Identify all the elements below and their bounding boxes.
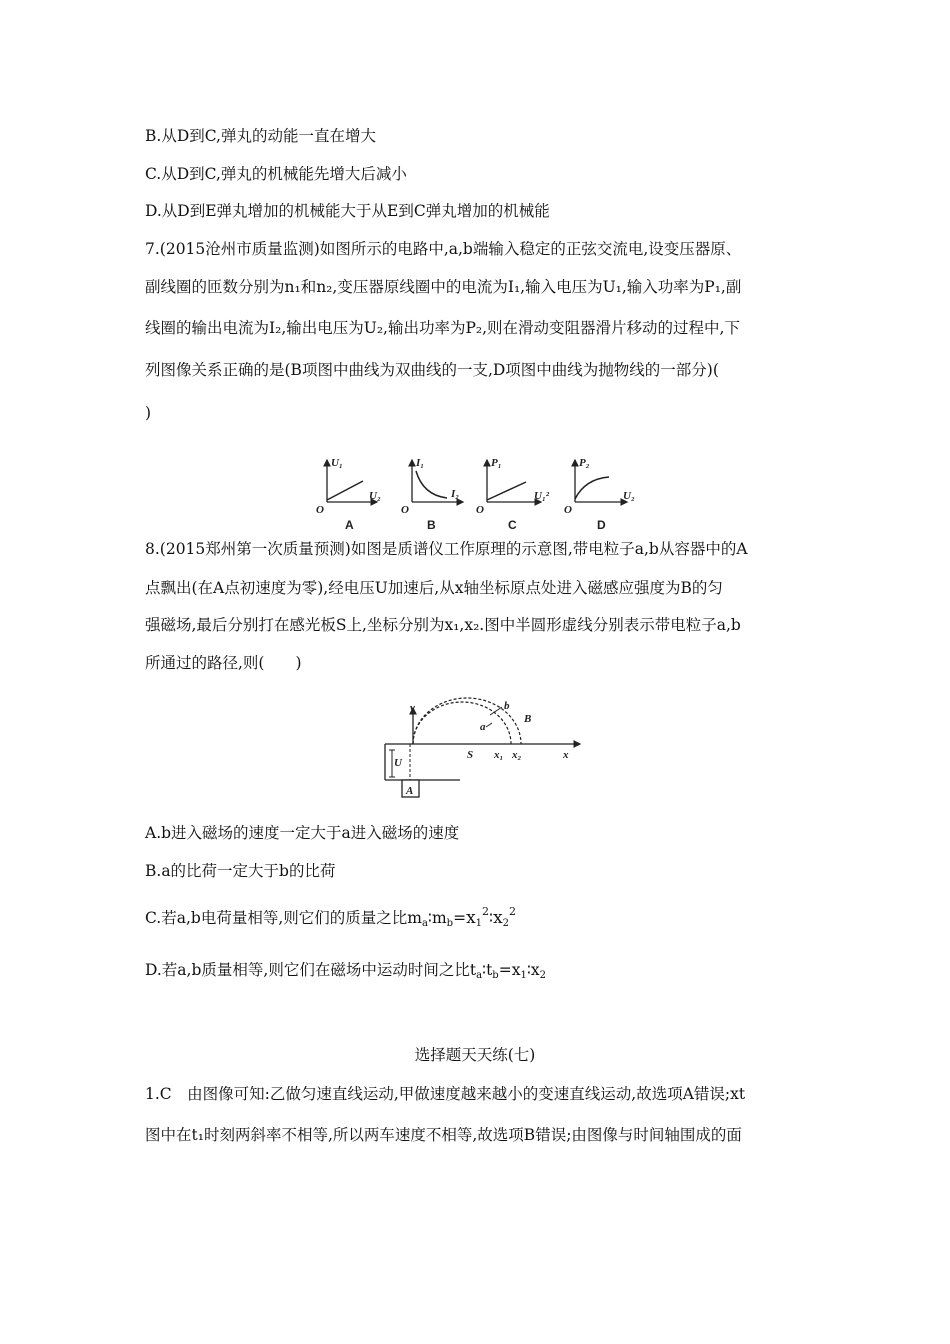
q8-label-b: b [504, 700, 510, 712]
q7-graph-c-origin: O [476, 504, 484, 516]
q7-graph-a-origin: O [316, 504, 324, 516]
q8-figure [380, 695, 590, 805]
q7-line-3: 线圈的输出电流为I₂,输出电压为U₂,输出功率为P₂,则在滑动变阻器滑片移动的过程中,下 [145, 319, 740, 337]
q8-option-a: A.b进入磁场的速度一定大于a进入磁场的速度 [145, 824, 460, 842]
q7-graph-b-xlabel: I₂ [451, 488, 460, 500]
q7-graph-d-xlabel: U₂ [623, 490, 635, 502]
q8-label-B: B [524, 713, 532, 725]
q7-graph-b [401, 457, 463, 532]
q7-line-1: 7.(2015沧州市质量监测)如图所示的电路中,a,b端输入稳定的正弦交流电,设变压器原、 [145, 240, 742, 258]
q8-label-v: v [410, 702, 415, 714]
q8-line-2: 点飘出(在A点初速度为零),经电压U加速后,从x轴坐标原点处进入磁感应强度为B的匀 [145, 579, 723, 597]
q7-graph-a-letter: A [345, 518, 354, 532]
q6-option-c: C.从D到C,弹丸的机械能先增大后减小 [145, 165, 407, 183]
q7-graph-c-ylabel: P₁ [491, 457, 502, 469]
q7-graph-b-letter: B [427, 518, 436, 532]
q6-option-b: B.从D到C,弹丸的动能一直在增大 [145, 127, 376, 145]
q7-graph-a-ylabel: U₁ [331, 457, 343, 469]
q7-graph-d-ylabel: P₂ [579, 457, 590, 469]
q7-graph-a-line [327, 481, 363, 500]
q7-graph-b-ylabel: I₁ [416, 457, 425, 469]
q7-graph-d [564, 457, 635, 532]
q8-line-3: 强磁场,最后分别打在感光板S上,坐标分别为x₁,x₂.图中半圆形虚线分别表示带电粒子a,b [145, 616, 741, 634]
q8-option-c: C.若a,b电荷量相等,则它们的质量之比$ma∶mb=x1^2∶x2^2$ [145, 905, 517, 929]
q7-line-4: 列图像关系正确的是(B项图中曲线为双曲线的一支,D项图中曲线为抛物线的一部分)( [145, 361, 719, 379]
q7-graph-d-letter: D [597, 518, 606, 532]
q7-graph-a-xlabel: U₂ [369, 490, 381, 502]
q8-line-1: 8.(2015郑州第一次质量预测)如图是质谱仪工作原理的示意图,带电粒子a,b从容器中的A [145, 540, 748, 558]
q8-label-S: S [467, 749, 474, 761]
q7-graph-c-line [487, 482, 526, 500]
q7-graph-c-letter: C [508, 518, 517, 532]
q7-line-2: 副线圈的匝数分别为n₁和n₂,变压器原线圈中的电流为I₁,输入电压为U₁,输入功率为P₁,副 [145, 278, 742, 296]
q7-graph-b-origin: O [401, 504, 409, 516]
q7-graph-d-curve [575, 477, 609, 499]
q8-label-x1: x₁ [494, 749, 504, 761]
q7-graph-a [316, 457, 381, 532]
answers-line-2: 图中在t₁时刻两斜率不相等,所以两车速度不相等,故选项B错误;由图像与时间轴围成的面 [145, 1126, 742, 1144]
q8-option-b: B.a的比荷一定大于b的比荷 [145, 862, 336, 880]
q8-label-A: A [406, 785, 414, 797]
answers-line-1: 1.C 由图像可知:乙做匀速直线运动,甲做速度越来越小的变速直线运动,故选项A错误;xt [145, 1085, 746, 1103]
q7-graph-panel [305, 455, 645, 535]
q8-path-a [413, 702, 511, 744]
q6-option-d: D.从D到E弹丸增加的机械能大于从E到C弹丸增加的机械能 [145, 202, 550, 220]
q8-label-x: x [563, 749, 569, 761]
answers-heading: 选择题天天练(七) [414, 1046, 536, 1064]
q8-line-4: 所通过的路径,则( ) [145, 654, 302, 672]
q7-graph-d-origin: O [564, 504, 572, 516]
q8-option-d: D.若a,b质量相等,则它们在磁场中运动时间之比ta∶tb=x1∶x2 [145, 961, 546, 981]
q7-graph-c [476, 457, 550, 532]
q7-graph-c-xlabel: U₁² [534, 490, 550, 502]
q8-label-U: U [394, 757, 402, 769]
q8-label-x2: x₂ [512, 749, 522, 761]
q8-label-a: a [480, 721, 486, 733]
q7-graph-b-curve [416, 471, 447, 498]
q7-line-5: ) [145, 404, 152, 422]
